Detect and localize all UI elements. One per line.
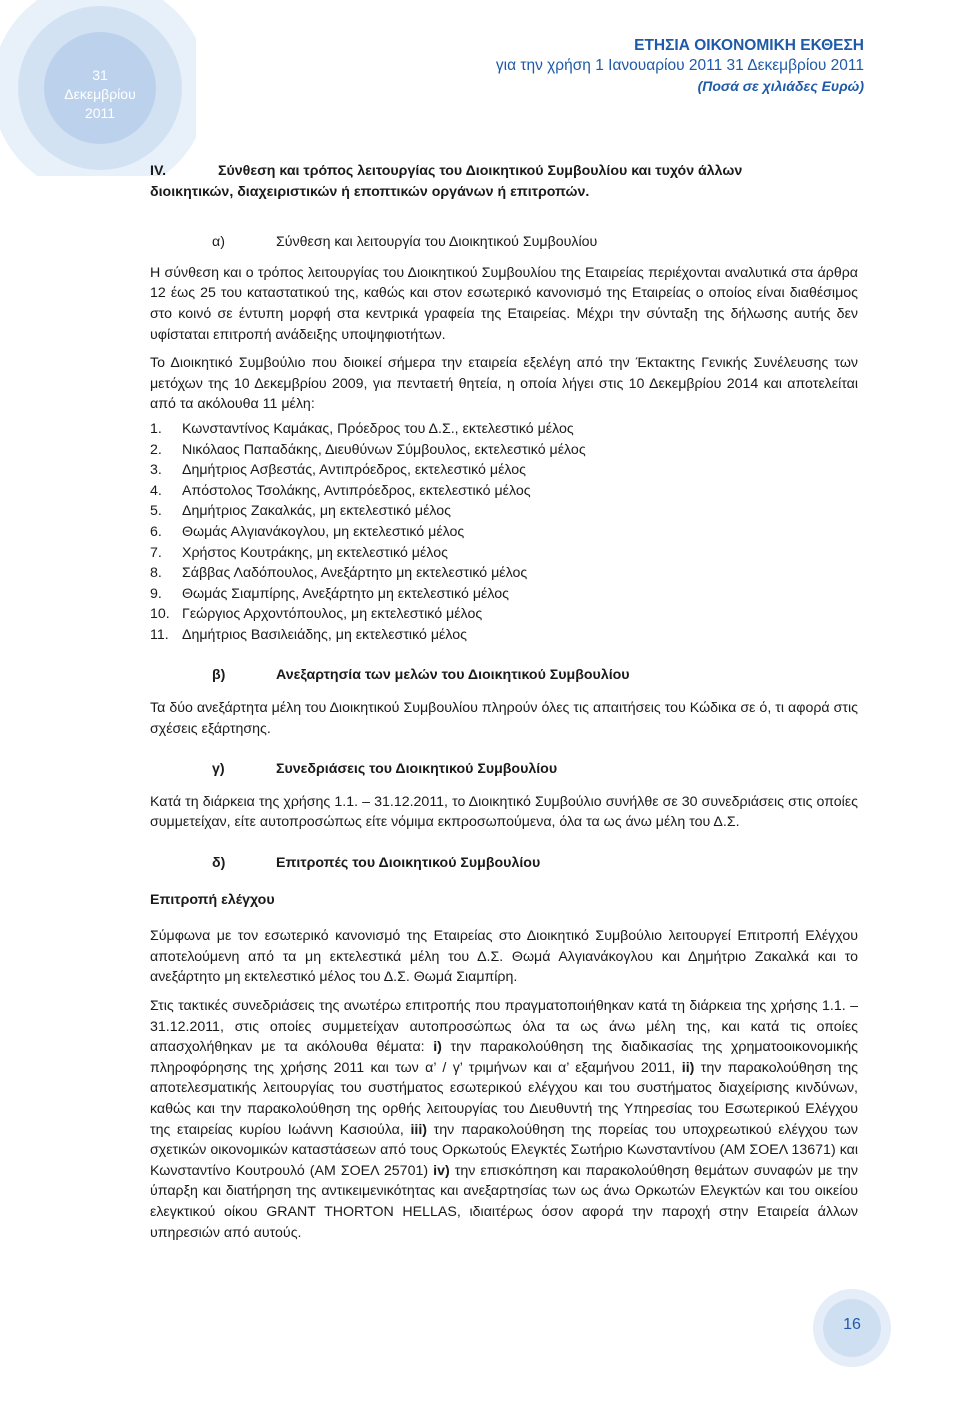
list-item-text: Σάββας Λαδόπουλος, Ανεξάρτητο μη εκτελεστικό μέλος bbox=[182, 565, 528, 582]
list-item bbox=[150, 604, 858, 625]
list-item bbox=[150, 625, 858, 646]
list-item-text: Θωμάς Σιαμπίρης, Ανεξάρτητο μη εκτελεστικό μέλος bbox=[182, 585, 509, 602]
subsection-d-heading bbox=[212, 853, 858, 874]
section-number: IV. bbox=[150, 163, 167, 179]
para2-part-b: την παρακολούθηση της διαδικασίας της χρηματοοικονομικής πληροφόρησης της χρήσης 2011 και των α’ / γ’ τριμήνων και α’ εξαμήνου 2011, bbox=[150, 1039, 858, 1076]
list-item-text: Δημήτριος Βασιλειάδης, μη εκτελεστικό μέλος bbox=[182, 626, 467, 643]
subsection-d-title: Επιτροπές του Διοικητικού Συμβουλίου bbox=[276, 855, 541, 872]
subsection-a-para2: Το Διοικητικό Συμβούλιο που διοικεί σήμερα την εταιρεία εξελέγη από την Έκτακτης Γενικής Συνέλευσης των μετόχων της 10 Δεκεμβρίου 2009, για πενταετή θητεία, η οποία λήγει στις 10 Δεκεμβρίου 2014 και αποτελείται από τα ακόλουθα 11 μέλη: bbox=[150, 355, 858, 413]
subsection-c-heading bbox=[212, 759, 858, 780]
list-item-text: Θωμάς Αλγιανάκογλου, μη εκτελεστικό μέλος bbox=[182, 523, 465, 540]
marker-iv: iv) bbox=[433, 1162, 450, 1179]
list-item-number: 11. bbox=[150, 626, 169, 643]
list-item-number: 4. bbox=[150, 482, 162, 499]
badge-month: Δεκεμβρίου bbox=[64, 86, 136, 102]
para2-part-a: Στις τακτικές συνεδριάσεις της ανωτέρω επιτροπής που πραγματοποιήθηκαν κατά τη διάρκεια της χρήσης 1.1. – 31.12.2011, στις οποίες συμμετείχαν αυτοπροσώπως όλα τα ως άνω μέλη της, και κατά τις οποίες απασχολήθηκαν με τα ακόλουθα θέματα: bbox=[150, 998, 858, 1056]
list-item-text: Χρήστος Κουτράκης, μη εκτελεστικό μέλος bbox=[182, 544, 448, 561]
para2-part-c: την παρακολούθηση της αποτελεσματικής λειτουργίας του συστήματος εσωτερικού ελέγχου και του συστήματος διαχείρισης κινδύνων, καθώς και την παρακολούθηση της ορθής λειτουργίας του Διευθυντή της Υπηρεσίας του Εσωτερικού Ελέγχου της εταιρείας κυρίου Ιωάννη Κασιούλα, bbox=[150, 1059, 858, 1138]
subsection-d-para2 bbox=[150, 996, 858, 1243]
list-item-text: Απόστολος Τσολάκης, Αντιπρόεδρος, εκτελεστικό μέλος bbox=[182, 482, 531, 499]
section-title bbox=[150, 161, 858, 182]
list-item-text: Δημήτριος Ζακαλκάς, μη εκτελεστικό μέλος bbox=[182, 503, 452, 520]
page-number: 16 bbox=[843, 1316, 861, 1333]
list-item-text: Νικόλαος Παπαδάκης, Διευθύνων Σύμβουλος, εκτελεστικό μέλος bbox=[182, 441, 586, 458]
list-item-number: 9. bbox=[150, 585, 162, 602]
audit-committee-heading: Επιτροπή ελέγχου bbox=[150, 891, 275, 908]
list-item-number: 1. bbox=[150, 420, 162, 437]
section-title-line2: διοικητικών, διαχειριστικών ή εποπτικών οργάνων ή επιτροπών. bbox=[150, 183, 590, 200]
list-item-number: 3. bbox=[150, 462, 162, 479]
list-item-text: Δημήτριος Ασβεστάς, Αντιπρόεδρος, εκτελεστικό μέλος bbox=[182, 462, 526, 479]
subsection-b-title: Ανεξαρτησία των μελών του Διοικητικού Συμβουλίου bbox=[276, 667, 630, 684]
list-item bbox=[150, 522, 858, 543]
list-item-number: 10. bbox=[150, 606, 170, 623]
marker-i: i) bbox=[433, 1039, 442, 1056]
badge-day: 31 bbox=[92, 67, 108, 83]
list-item-number: 5. bbox=[150, 503, 162, 520]
subsection-a-label: α) bbox=[212, 234, 225, 251]
badge-year: 2011 bbox=[84, 105, 116, 121]
list-item bbox=[150, 584, 858, 605]
board-members-list bbox=[150, 419, 858, 646]
list-item bbox=[150, 460, 858, 481]
subsection-d-label: δ) bbox=[212, 855, 226, 872]
marker-iii: iii) bbox=[410, 1121, 428, 1138]
report-units: (Ποσά σε χιλιάδες Ευρώ) bbox=[697, 78, 864, 94]
para2-part-d: την παρακολούθηση της πορείας του υποχρεωτικού ελέγχου των σχετικών οικονομικών καταστάσεων από τους Ορκωτούς Ελεγκτές Σωτήριο Κωνσταντίνου (ΑΜ ΣΟΕΛ 13671) και Κωνσταντίνο Κουτρουλό (ΑΜ ΣΟΕΛ 25701) bbox=[150, 1121, 858, 1179]
subsection-c-label: γ) bbox=[212, 761, 225, 778]
list-item-number: 2. bbox=[150, 441, 162, 458]
subsection-b-heading bbox=[212, 665, 858, 686]
report-period: για την χρήση 1 Ιανουαρίου 2011 31 Δεκεμβρίου 2011 bbox=[495, 57, 864, 74]
list-item bbox=[150, 481, 858, 502]
document-body bbox=[150, 161, 858, 1243]
list-item bbox=[150, 543, 858, 564]
subsection-d-para1: Σύμφωνα με τον εσωτερικό κανονισμό της Εταιρείας στο Διοικητικό Συμβούλιο λειτουργεί Επιτροπή Ελέγχου αποτελούμενη από τα μη εκτελεστικά μέλη του Δ.Σ. Θωμά Αλγιανάκογλου και Δημήτριο Ζακαλκά και το ανεξάρτητο μη εκτελεστικό μέλος του Δ.Σ. Θωμά Σιαμπίρη. bbox=[150, 928, 858, 986]
list-item-text: Κωνσταντίνος Καμάκας, Πρόεδρος του Δ.Σ., εκτελεστικό μέλος bbox=[182, 420, 574, 437]
badge-date bbox=[52, 66, 148, 123]
list-item-text: Γεώργιος Αρχοντόπουλος, μη εκτελεστικό μέλος bbox=[182, 606, 483, 623]
para2-part-e: την επισκόπηση και παρακολούθηση θεμάτων συναφών με την ύπαρξη και διατήρηση της αντικειμενικότητας και ανεξαρτησίας των ως άνω Ορκωτών Ελεγκτών και του οικείου ελεγκτικού οίκου GRANT THORTON HELLAS, ιδιαιτέρως όσον αφορά την παροχή στην Εταιρεία άλλων υπηρεσιών από αυτούς. bbox=[150, 1162, 858, 1241]
subsection-a-title: Σύνθεση και λειτουργία του Διοικητικού Συμβουλίου bbox=[276, 234, 598, 251]
subsection-c-title: Συνεδριάσεις του Διοικητικού Συμβουλίου bbox=[276, 761, 558, 778]
subsection-a-heading bbox=[212, 232, 858, 253]
list-item-number: 8. bbox=[150, 565, 162, 582]
report-title: ΕΤΗΣΙΑ ΟΙΚΟΝΟΜΙΚΗ ΕΚΘΕΣΗ bbox=[634, 37, 864, 54]
subsection-a-para1: Η σύνθεση και ο τρόπος λειτουργίας του Διοικητικού Συμβουλίου της Εταιρείας περιέχονται αναλυτικά στα άρθρα 12 έως 25 του καταστατικού της, καθώς και στον εσωτερικό κανονισμό της Εταιρείας ο οποίος είναι διαθέσιμος στο κοινό σε έντυπη μορφή στα κεντρικά γραφεία της Εταιρείας. Μέχρι την σύνταξη της δήλωσης αυτής δεν υφίσταται επιτροπή ανάδειξης υποψηφιοτήτων. bbox=[150, 264, 858, 343]
list-item bbox=[150, 501, 858, 522]
section-title-line1: Σύνθεση και τρόπος λειτουργίας του Διοικητικού Συμβουλίου και τυχόν άλλων bbox=[218, 163, 743, 179]
subsection-c-para: Κατά τη διάρκεια της χρήσης 1.1. – 31.12.2011, το Διοικητικό Συμβούλιο συνήλθε σε 30 συνεδριάσεις στις οποίες συμμετείχαν, είτε αυτοπροσώπως είτε νόμιμα εκπροσωπούμενα, όλα τα ως άνω μέλη του Δ.Σ. bbox=[150, 793, 858, 831]
marker-ii: ii) bbox=[681, 1059, 695, 1076]
report-header bbox=[496, 36, 864, 96]
list-item-number: 7. bbox=[150, 544, 162, 561]
list-item bbox=[150, 419, 858, 440]
subsection-b-label: β) bbox=[212, 667, 226, 684]
list-item bbox=[150, 563, 858, 584]
list-item bbox=[150, 440, 858, 461]
subsection-b-para: Τα δύο ανεξάρτητα μέλη του Διοικητικού Συμβουλίου πληρούν όλες τις απαιτήσεις του Κώδικα σε ό, τι αφορά στις σχέσεις εξάρτησης. bbox=[150, 700, 858, 737]
list-item-number: 6. bbox=[150, 523, 162, 540]
